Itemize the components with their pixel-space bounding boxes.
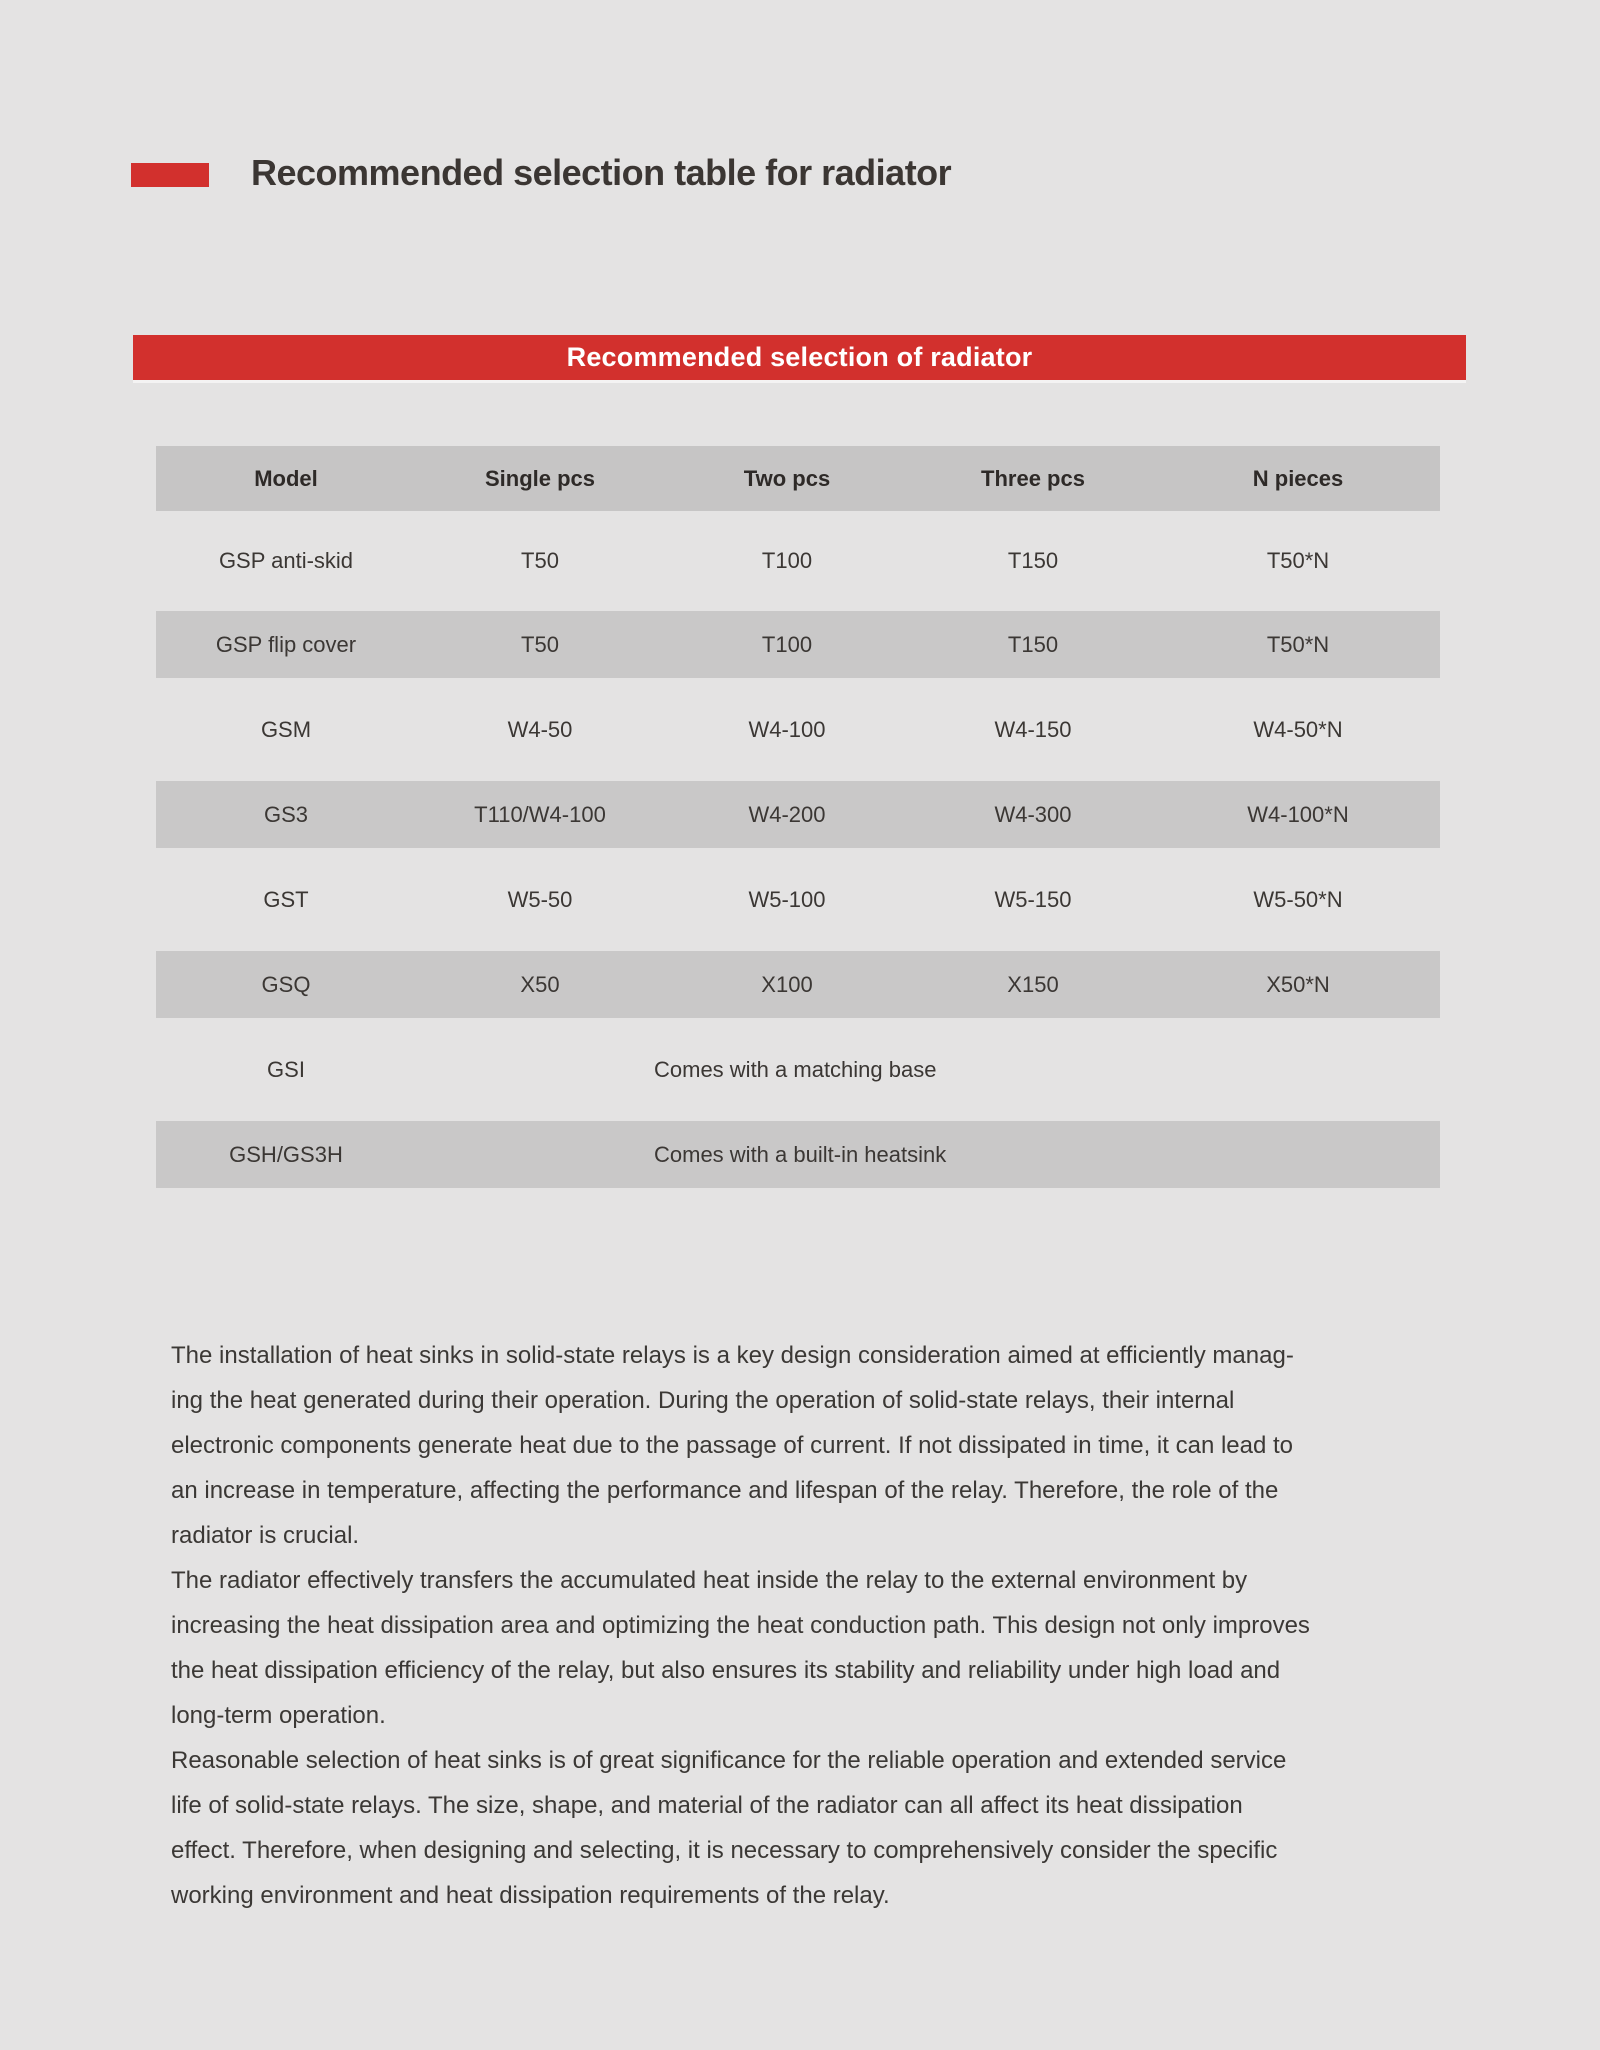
text-line: The installation of heat sinks in solid-state relays is a key design consideration aimed at efficiently manag- bbox=[171, 1342, 1294, 1369]
cell-merged-note: Comes with a built-in heatsink bbox=[654, 1141, 947, 1167]
cell-value: W4-50 bbox=[507, 716, 573, 742]
cell-value: W4-150 bbox=[994, 716, 1072, 742]
text-line: effect. Therefore, when designing and selecting, it is necessary to comprehensively consider the specific bbox=[171, 1837, 1278, 1864]
table-row bbox=[156, 951, 1440, 1018]
text-line: working environment and heat dissipation requirements of the relay. bbox=[171, 1882, 890, 1909]
cell-model: GSH/GS3H bbox=[229, 1141, 343, 1167]
column-header-n-pieces: N pieces bbox=[1252, 465, 1344, 491]
cell-value: W5-100 bbox=[748, 886, 826, 912]
table-banner bbox=[133, 335, 1466, 383]
cell-value: W5-50 bbox=[507, 886, 573, 912]
table-row bbox=[156, 678, 1440, 781]
cell-value: W4-50*N bbox=[1253, 716, 1343, 742]
table-header-row bbox=[156, 446, 1440, 511]
cell-value: T110/W4-100 bbox=[474, 801, 606, 827]
table-row bbox=[156, 848, 1440, 951]
text-line: increasing the heat dissipation area and optimizing the heat conduction path. This design not only improves bbox=[171, 1612, 1310, 1639]
text-line: life of solid-state relays. The size, shape, and material of the radiator can all affect its heat dissipation bbox=[171, 1792, 1243, 1819]
text-line: electronic components generate heat due to the passage of current. If not dissipated in time, it can lead to bbox=[171, 1432, 1294, 1459]
cell-value: W4-200 bbox=[748, 801, 826, 827]
text-line: The radiator effectively transfers the accumulated heat inside the relay to the external environment by bbox=[171, 1567, 1248, 1594]
cell-value: T100 bbox=[761, 548, 813, 573]
cell-value: W5-50*N bbox=[1253, 886, 1343, 912]
cell-value: X150 bbox=[1007, 971, 1059, 997]
cell-merged-note: Comes with a matching base bbox=[654, 1056, 937, 1082]
cell-value: T150 bbox=[1007, 631, 1059, 657]
cell-model: GSP flip cover bbox=[215, 631, 357, 657]
table-row bbox=[156, 781, 1440, 848]
table-row bbox=[156, 1121, 1440, 1188]
table-row bbox=[156, 511, 1440, 611]
table-row bbox=[156, 1018, 1440, 1121]
cell-value: X50*N bbox=[1266, 971, 1330, 997]
cell-model: GSP anti-skid bbox=[218, 548, 354, 573]
description-text-block bbox=[171, 1333, 1461, 1918]
cell-value: W4-300 bbox=[994, 801, 1072, 827]
cell-value: W4-100 bbox=[748, 716, 826, 742]
cell-model: GSI bbox=[267, 1056, 305, 1082]
cell-value: T50 bbox=[521, 548, 559, 573]
radiator-selection-table bbox=[156, 446, 1440, 1188]
text-line: ing the heat generated during their operation. During the operation of solid-state relays, their internal bbox=[171, 1387, 1235, 1414]
cell-value: T150 bbox=[1007, 548, 1059, 573]
cell-value: T50*N bbox=[1266, 631, 1330, 657]
column-header-two-pcs: Two pcs bbox=[743, 465, 831, 491]
column-header-model: Model bbox=[254, 465, 318, 491]
cell-model: GSM bbox=[260, 716, 312, 742]
table-banner-title: Recommended selection of radiator bbox=[566, 342, 1033, 372]
cell-value: T50*N bbox=[1266, 548, 1330, 573]
cell-model: GSQ bbox=[261, 971, 311, 997]
cell-value: T100 bbox=[761, 631, 813, 657]
column-header-single-pcs: Single pcs bbox=[484, 465, 596, 491]
cell-value: W5-150 bbox=[994, 886, 1072, 912]
text-line: radiator is crucial. bbox=[171, 1522, 360, 1549]
text-line: long-term operation. bbox=[171, 1702, 386, 1729]
cell-model: GST bbox=[263, 886, 309, 912]
column-header-three-pcs: Three pcs bbox=[981, 465, 1085, 491]
page-title: Recommended selection table for radiator bbox=[251, 152, 952, 193]
section-accent-dash bbox=[131, 163, 209, 187]
text-line: an increase in temperature, affecting the performance and lifespan of the relay. Therefore, the role of the bbox=[171, 1477, 1279, 1504]
cell-value: X50 bbox=[520, 971, 560, 997]
table-row bbox=[156, 611, 1440, 678]
cell-value: W4-100*N bbox=[1247, 801, 1349, 827]
cell-value: T50 bbox=[521, 631, 559, 657]
cell-model: GS3 bbox=[263, 801, 309, 827]
text-line: the heat dissipation efficiency of the relay, but also ensures its stability and reliability under high load and bbox=[171, 1657, 1281, 1684]
text-line: Reasonable selection of heat sinks is of great significance for the reliable operation and extended service bbox=[171, 1747, 1287, 1774]
cell-value: X100 bbox=[761, 971, 813, 997]
